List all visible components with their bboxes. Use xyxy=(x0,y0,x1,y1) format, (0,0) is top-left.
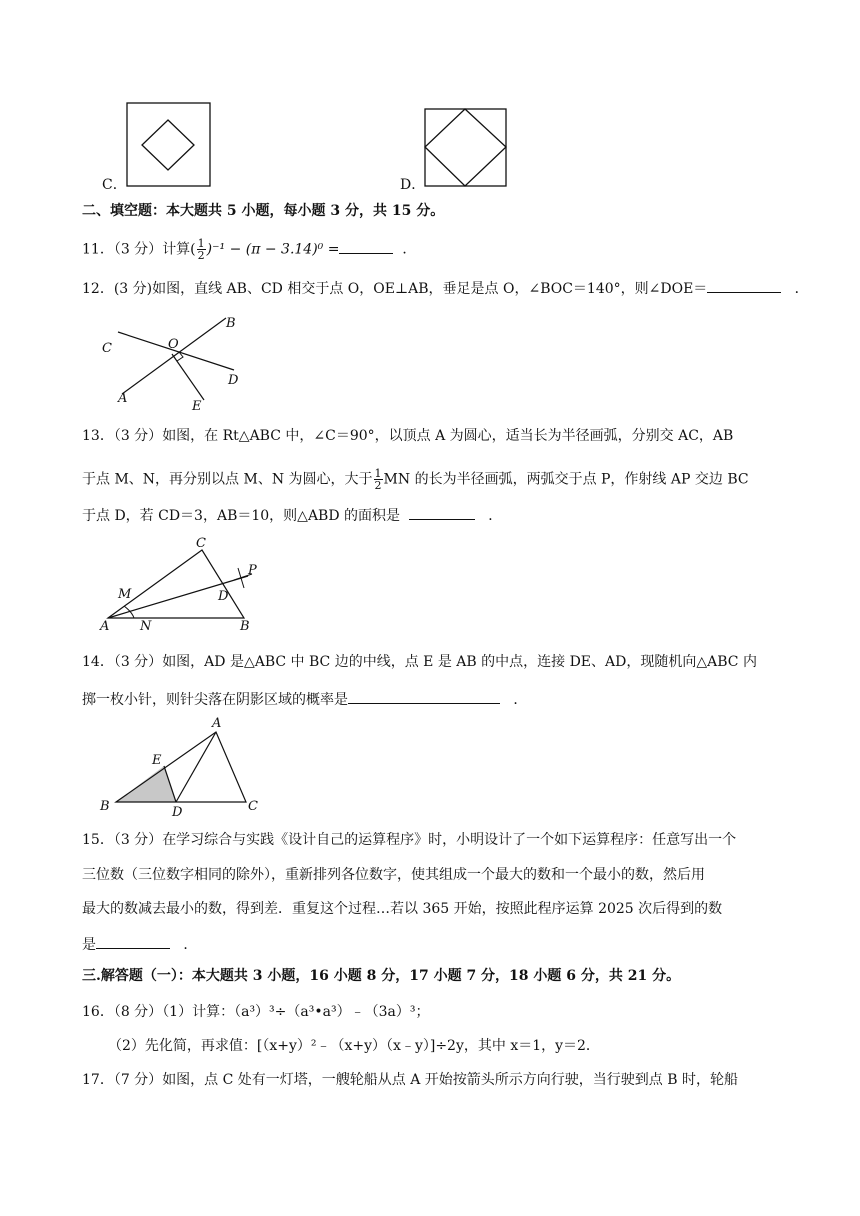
question-15-line4 xyxy=(82,934,197,955)
q11-fraction: $\frac{1}{2}$ xyxy=(197,237,205,262)
q13-figure xyxy=(98,534,268,634)
q17-line1: 如图，点 C 处有一灯塔，一艘轮船从点 A 开始按箭头所示方向行驶，当行驶到点 B 时，轮船 xyxy=(162,1072,738,1088)
q13-label-p: P xyxy=(248,563,257,578)
q14-label-b: B xyxy=(100,799,110,814)
q14-label-c: C xyxy=(248,799,258,814)
q13-label-a: A xyxy=(100,619,110,634)
q13-number: 13． xyxy=(82,428,114,444)
q11-end: ． xyxy=(402,241,417,258)
question-16-part2: （2）先化简，再求值：[（x+y）²﹣（x+y）（x﹣y）]÷2y，其中 x＝1，y＝2． xyxy=(108,1038,600,1054)
q11-answer-blank[interactable] xyxy=(339,239,393,254)
question-12 xyxy=(82,278,809,299)
q14-label-e: E xyxy=(152,753,162,768)
question-14-line2 xyxy=(82,689,527,710)
q13-label-m: M xyxy=(118,587,132,602)
q15-number: 15． xyxy=(82,832,114,848)
q14-end: ． xyxy=(513,692,528,708)
q16-number: 16． xyxy=(82,1004,114,1020)
q14-label-a: A xyxy=(212,716,222,731)
q12-end: ． xyxy=(794,281,809,297)
q15-score: （3 分） xyxy=(113,832,163,848)
q13-line3: 于点 D，若 CD＝3，AB＝10，则△ABD 的面积是 xyxy=(82,508,401,524)
option-c-label: C． xyxy=(102,177,127,193)
q14-answer-blank[interactable] xyxy=(348,689,500,704)
q12-label-o: O xyxy=(168,337,179,352)
q12-figure xyxy=(98,310,248,412)
q12-label-b: B xyxy=(226,316,236,331)
q11-text-pre: 计算( xyxy=(162,241,196,258)
q12-label-a: A xyxy=(118,391,128,406)
q12-label-e: E xyxy=(192,399,202,414)
q13-fraction: $\frac{1}{2}$ xyxy=(374,467,382,492)
q15-answer-blank[interactable] xyxy=(96,934,170,949)
section-3-heading: 三.解答题（一）：本大题共 3 小题，16 小题 8 分，17 小题 7 分，18 小题 6 分，共 21 分。 xyxy=(82,968,681,984)
question-16-part1 xyxy=(82,1002,429,1022)
q13-label-n: N xyxy=(140,619,152,634)
q14-line1: 如图，AD 是△ABC 中 BC 边的中线，点 E 是 AB 的中点，连接 DE、AD，现随机向△ABC 内 xyxy=(162,654,757,670)
question-17-line1 xyxy=(82,1070,738,1090)
question-15-line3: 最大的数减去最小的数，得到差．重复这个过程…若以 365 开始，按照此程序运算 2025 次后得到的数 xyxy=(82,901,723,917)
q17-number: 17． xyxy=(82,1072,114,1088)
q12-label-d: D xyxy=(228,373,239,388)
question-15-line2: 三位数（三位数字相同的除外），重新排列各位数字，使其组成一个最大的数和一个最小的数，然后用 xyxy=(82,867,705,883)
q16-score: （8 分） xyxy=(113,1004,163,1020)
q13-answer-blank[interactable] xyxy=(409,505,475,520)
q12-score: (3 分) xyxy=(113,281,153,297)
q14-line2: 掷一枚小针，则针尖落在阴影区域的概率是 xyxy=(82,692,348,708)
option-d-label: D． xyxy=(400,177,426,193)
q11-text-mid: )⁻¹ − (π − 3.14)⁰ = xyxy=(206,241,340,258)
question-11 xyxy=(82,238,416,261)
q13-line2-post: MN 的长为半径画弧，两弧交于点 P，作射线 AP 交边 BC xyxy=(383,471,749,488)
q17-score: （7 分） xyxy=(113,1072,163,1088)
q13-label-d: D xyxy=(218,589,229,604)
q12-answer-blank[interactable] xyxy=(707,278,781,293)
option-d-figure xyxy=(424,108,508,188)
q15-line1: 在学习综合与实践《设计自己的运算程序》时，小明设计了一个如下运算程序：任意写出一个 xyxy=(162,832,737,848)
q16-part1: （1）计算：（a³）³÷（a³•a³）﹣（3a）³； xyxy=(162,1004,430,1020)
question-13-line1 xyxy=(82,426,733,446)
q12-number: 12． xyxy=(82,281,114,297)
q14-number: 14． xyxy=(82,654,114,670)
q14-figure xyxy=(98,712,268,820)
q14-shaded-region xyxy=(116,766,176,802)
q14-label-d: D xyxy=(172,805,183,820)
q15-end: ． xyxy=(183,937,198,953)
q11-number: 11． xyxy=(82,241,114,258)
q12-label-c: C xyxy=(102,341,112,356)
q13-end: ． xyxy=(488,508,503,524)
q13-label-c: C xyxy=(196,536,206,551)
q13-line2-pre: 于点 M、N，再分别以点 M、N 为圆心，大于 xyxy=(82,471,373,488)
q12-text: 如图，直线 AB、CD 相交于点 O，OE⊥AB，垂足是点 O，∠BOC＝140°，则∠DOE＝ xyxy=(152,281,708,297)
section-2-heading: 二、填空题：本大题共 5 小题，每小题 3 分，共 15 分。 xyxy=(82,203,445,219)
q14-score: （3 分） xyxy=(113,654,163,670)
q15-line4: 是 xyxy=(82,937,96,953)
question-13-line2 xyxy=(82,468,749,491)
question-15-line1 xyxy=(82,830,736,850)
q13-score: （3 分） xyxy=(113,428,163,444)
q13-label-b: B xyxy=(240,619,250,634)
q11-score: （3 分） xyxy=(113,241,163,258)
question-14-line1 xyxy=(82,652,757,672)
q13-line1: 如图，在 Rt△ABC 中，∠C＝90°，以顶点 A 为圆心，适当长为半径画弧，分别交 AC，AB xyxy=(162,428,734,444)
question-13-line3 xyxy=(82,505,502,526)
option-c-figure xyxy=(126,102,212,188)
